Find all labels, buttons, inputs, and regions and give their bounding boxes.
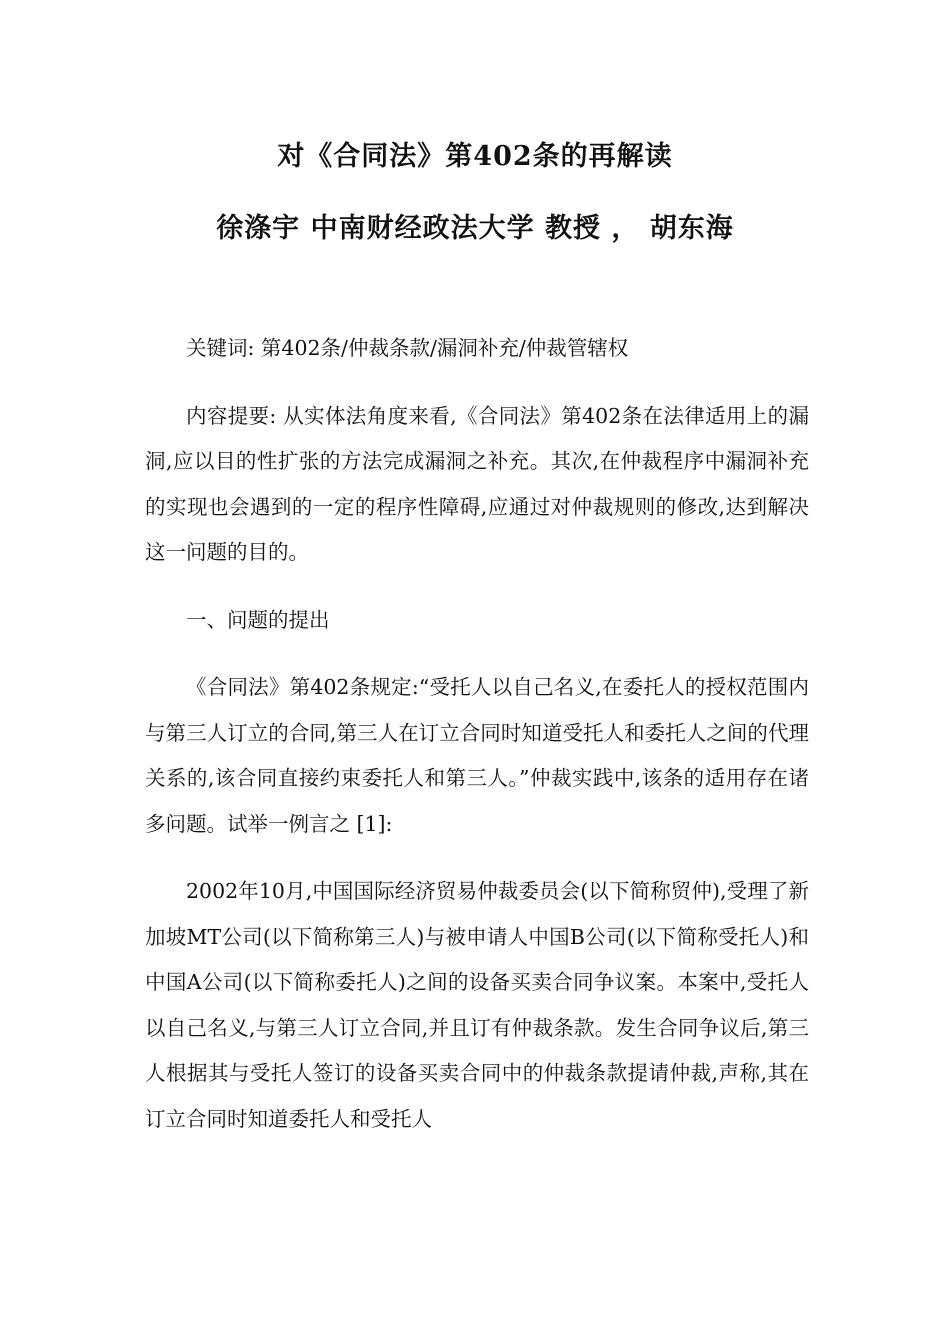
keywords-paragraph: 关键词: 第402条/仲裁条款/漏洞补充/仲裁管辖权 [186, 336, 629, 360]
section-heading: 一、问题的提出 [186, 607, 330, 632]
body-paragraph: 2002年10月,中国国际经济贸易仲裁委员会(以下简称贸仲),受理了新加坡MT公司(以下简称第三人)与被申请人中国B公司(以下简称受托人)和中国A公司(以下简称委托人)之间的设备买卖合同争议案。本案中,受托人以自己名义,与第三人订立合同,并且订有仲裁条款。发生合同争议后,第三人根据其与受托人签订的设备买卖合同中的仲裁条款提请仲裁,声称,其在订立合同时知道委托人和受托人 [145, 879, 809, 1131]
abstract-paragraph: 内容提要: 从实体法角度来看,《合同法》第402条在法律适用上的漏洞,应以目的性扩张的方法完成漏洞之补充。其次,在仲裁程序中漏洞补充的实现也会遇到的一定的程序性障碍,应通过对仲裁规则的修改,达到解决这一问题的目的。 [145, 403, 809, 564]
document-title: 对《合同法》第402条的再解读 [277, 141, 673, 172]
author-line: 徐涤宇 中南财经政法大学 教授 ， 胡东海 [216, 213, 734, 244]
body-paragraph: 《合同法》第402条规定:“受托人以自己名义,在委托人的授权范围内与第三人订立的合同,第三人在订立合同时知道受托人和委托人之间的代理关系的,该合同直接约束委托人和第三人。”仲裁实践中,该条的适用存在诸多问题。试举一例言之 [1]: [145, 675, 809, 836]
document-body [145, 326, 809, 1164]
